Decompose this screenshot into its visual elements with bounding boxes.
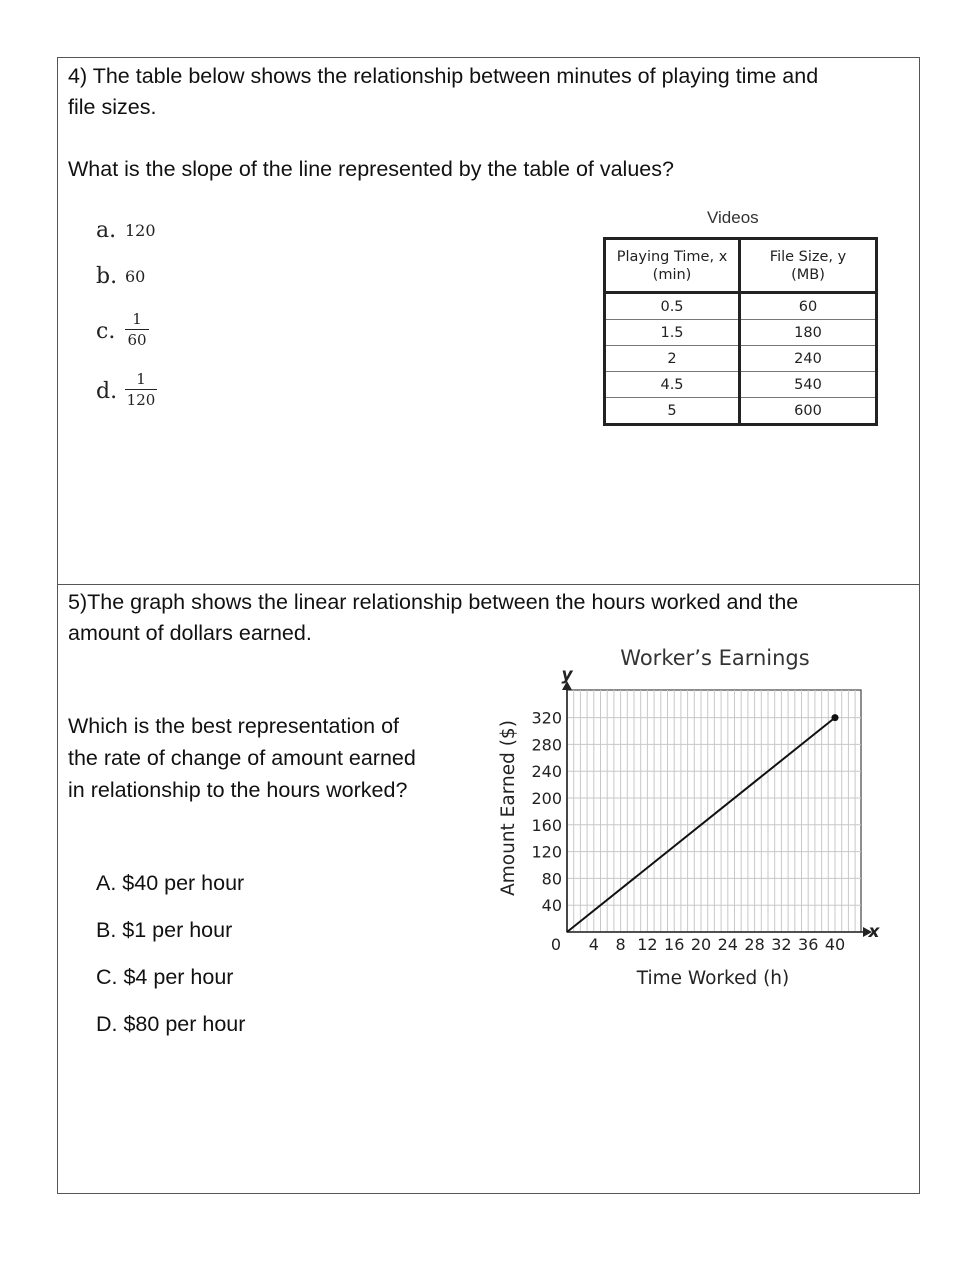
- x-tick-label: 40: [824, 935, 846, 954]
- origin-label: 0: [550, 935, 562, 954]
- y-tick-label: 320: [531, 708, 562, 728]
- x-tick-label: 12: [637, 935, 658, 954]
- q5-choice-d[interactable]: D. $80 per hour: [96, 1012, 246, 1036]
- y-tick-label: 280: [531, 735, 562, 755]
- q5-choice-b[interactable]: B. $1 per hour: [96, 918, 233, 942]
- y-tick-label: 40: [541, 896, 562, 916]
- x-tick-label: 36: [798, 935, 819, 954]
- header-line: (MB): [791, 266, 825, 283]
- q4-prompt-line1: 4) The table below shows the relationship between minutes of playing time and: [68, 64, 819, 88]
- q5-prompt-line1: 5)The graph shows the linear relationship between the hours worked and the: [68, 590, 799, 614]
- chart-title: Worker’s Earnings: [620, 646, 810, 670]
- table-cell: 240: [740, 346, 877, 372]
- y-tick-label: 120: [531, 842, 562, 862]
- y-tick-label: 240: [531, 762, 562, 782]
- fraction-denominator: 120: [126, 391, 156, 409]
- x-tick-label: 24: [717, 935, 738, 954]
- table-cell: 0.5: [605, 293, 740, 320]
- y-axis-letter: y: [561, 665, 573, 685]
- table-title: Videos: [707, 208, 759, 227]
- q5-prompt-line2: amount of dollars earned.: [68, 621, 312, 645]
- table-cell: 180: [740, 320, 877, 346]
- fraction-denominator: 60: [127, 331, 147, 349]
- option-letter: a.: [96, 218, 117, 243]
- fraction-numerator: 1: [132, 310, 142, 328]
- option-letter: b.: [96, 264, 118, 289]
- endpoint-dot: [832, 714, 839, 721]
- header-line: (min): [652, 266, 692, 283]
- q5-question-line3: in relationship to the hours worked?: [68, 778, 408, 802]
- x-tick-label: 8: [615, 935, 626, 954]
- table-cell: 5: [605, 398, 740, 425]
- y-tick-label: 80: [541, 869, 562, 889]
- option-value: 60: [125, 267, 146, 286]
- q4-question: What is the slope of the line represented by the table of values?: [68, 157, 674, 181]
- q5-question-line1: Which is the best representation of: [68, 714, 400, 738]
- q5-question-line2: the rate of change of amount earned: [68, 746, 416, 770]
- option-letter: c.: [96, 319, 116, 344]
- q5-choice-c[interactable]: C. $4 per hour: [96, 965, 234, 989]
- y-tick-label: 200: [531, 789, 562, 808]
- x-tick-label: 16: [664, 935, 685, 954]
- x-tick-label: 32: [771, 935, 792, 954]
- table-cell: 540: [740, 372, 877, 398]
- q5-choice-a[interactable]: A. $40 per hour: [96, 871, 245, 895]
- header-line: Playing Time, x: [616, 248, 728, 265]
- table-cell: 2: [605, 346, 740, 372]
- option-letter: d.: [96, 379, 118, 404]
- x-axis-label: Time Worked (h): [636, 968, 790, 989]
- table-cell: 60: [740, 293, 877, 320]
- x-tick-label: 28: [744, 935, 765, 954]
- x-axis-letter: x: [868, 922, 880, 942]
- table-cell: 4.5: [605, 372, 740, 398]
- x-tick-label: 4: [588, 935, 599, 954]
- fraction-numerator: 1: [136, 370, 146, 388]
- option-value: 120: [125, 221, 156, 240]
- y-tick-label: 160: [531, 815, 562, 835]
- y-axis-label: Amount Earned ($): [498, 720, 519, 896]
- table-cell: 600: [794, 402, 822, 419]
- table-cell: 1.5: [605, 320, 740, 346]
- q4-prompt-line2: file sizes.: [68, 95, 157, 119]
- header-line: File Size, y: [769, 248, 847, 265]
- x-tick-label: 20: [690, 935, 712, 954]
